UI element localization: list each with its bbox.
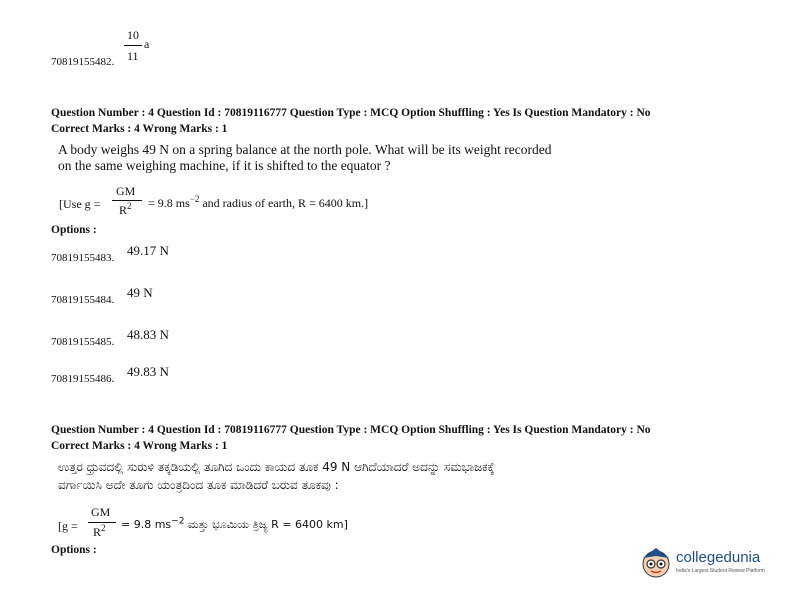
option-id: 70819155485. (51, 336, 115, 348)
options-label: Options : (51, 544, 97, 556)
option-text: 48.83 N (127, 327, 169, 342)
option-id: 70819155486. (51, 373, 115, 385)
formula-prefix: [Use g = (59, 197, 101, 211)
formula-denominator: $R^2$ (93, 523, 106, 539)
logo-name: collegedunia (676, 549, 761, 566)
question-header-line2: Correct Marks : 4 Wrong Marks : 1 (51, 440, 228, 452)
formula-suffix: = 9.8 $ms^{-2}$ ಮತ್ತು ಭೂಮಿಯ ತ್ರಿಜ್ಯ R = 6400 km] (121, 516, 348, 531)
top-option-suffix: a (144, 37, 150, 51)
option-id: 70819155483. (51, 252, 115, 264)
formula-numerator: GM (91, 505, 111, 519)
options-label: Options : (51, 224, 97, 236)
formula-denominator: $R^2$ (119, 201, 132, 217)
collegedunia-logo (638, 542, 778, 582)
option-id: 70819155484. (51, 294, 115, 306)
option-text: 49.83 N (127, 364, 169, 379)
option-text: 49.17 N (127, 243, 169, 258)
formula-suffix: = 9.8 $ms^{-2}$ and radius of earth, R = 6400 km.] (148, 194, 369, 210)
formula-prefix: [g = (58, 519, 78, 533)
logo-tagline: India's Largest Student Review Platform (676, 568, 765, 574)
mascot-icon (638, 544, 674, 580)
question-header-line1: Question Number : 4 Question Id : 70819116777 Question Type : MCQ Option Shuffling : Yes Is Question Mandatory : No (51, 424, 651, 436)
question-header-line2: Correct Marks : 4 Wrong Marks : 1 (51, 123, 228, 135)
question-text-kannada-line2: ವರ್ಗಾಯಿಸಿ ಅದೇ ತೂಗು ಯಂತ್ರದಿಂದ ತೂಕ ಮಾಡಿದರೆ ಬರುವ ತೂಕವು : (58, 478, 339, 492)
formula-numerator: GM (116, 184, 136, 198)
option-text: 49 N (127, 285, 153, 300)
question-text-line2: on the same weighing machine, if it is shifted to the equator ? (58, 158, 391, 173)
question-text-line1: A body weighs 49 N on a spring balance at the north pole. What will be its weight recorded (58, 142, 552, 157)
top-option-fraction-bar (124, 45, 142, 46)
top-option-id: 70819155482. (51, 56, 115, 68)
top-option-numerator: 10 (127, 28, 139, 42)
question-text-kannada-line1: ಉತ್ತರ ಧ್ರುವದಲ್ಲಿ ಸುರುಳಿ ತಕ್ಕಡಿಯಲ್ಲಿ ತೂಗಿದ ಒಂದು ಕಾಯದ ತೂಕ 49 N ಆಗಿದೆಯಾದರೆ ಅದನ್ನು ಸಮಭಾಜಕಕ್ಕೆ (58, 460, 495, 474)
top-option-denominator: 11 (127, 49, 139, 63)
question-header-line1: Question Number : 4 Question Id : 70819116777 Question Type : MCQ Option Shuffling : Yes Is Question Mandatory : No (51, 107, 651, 119)
